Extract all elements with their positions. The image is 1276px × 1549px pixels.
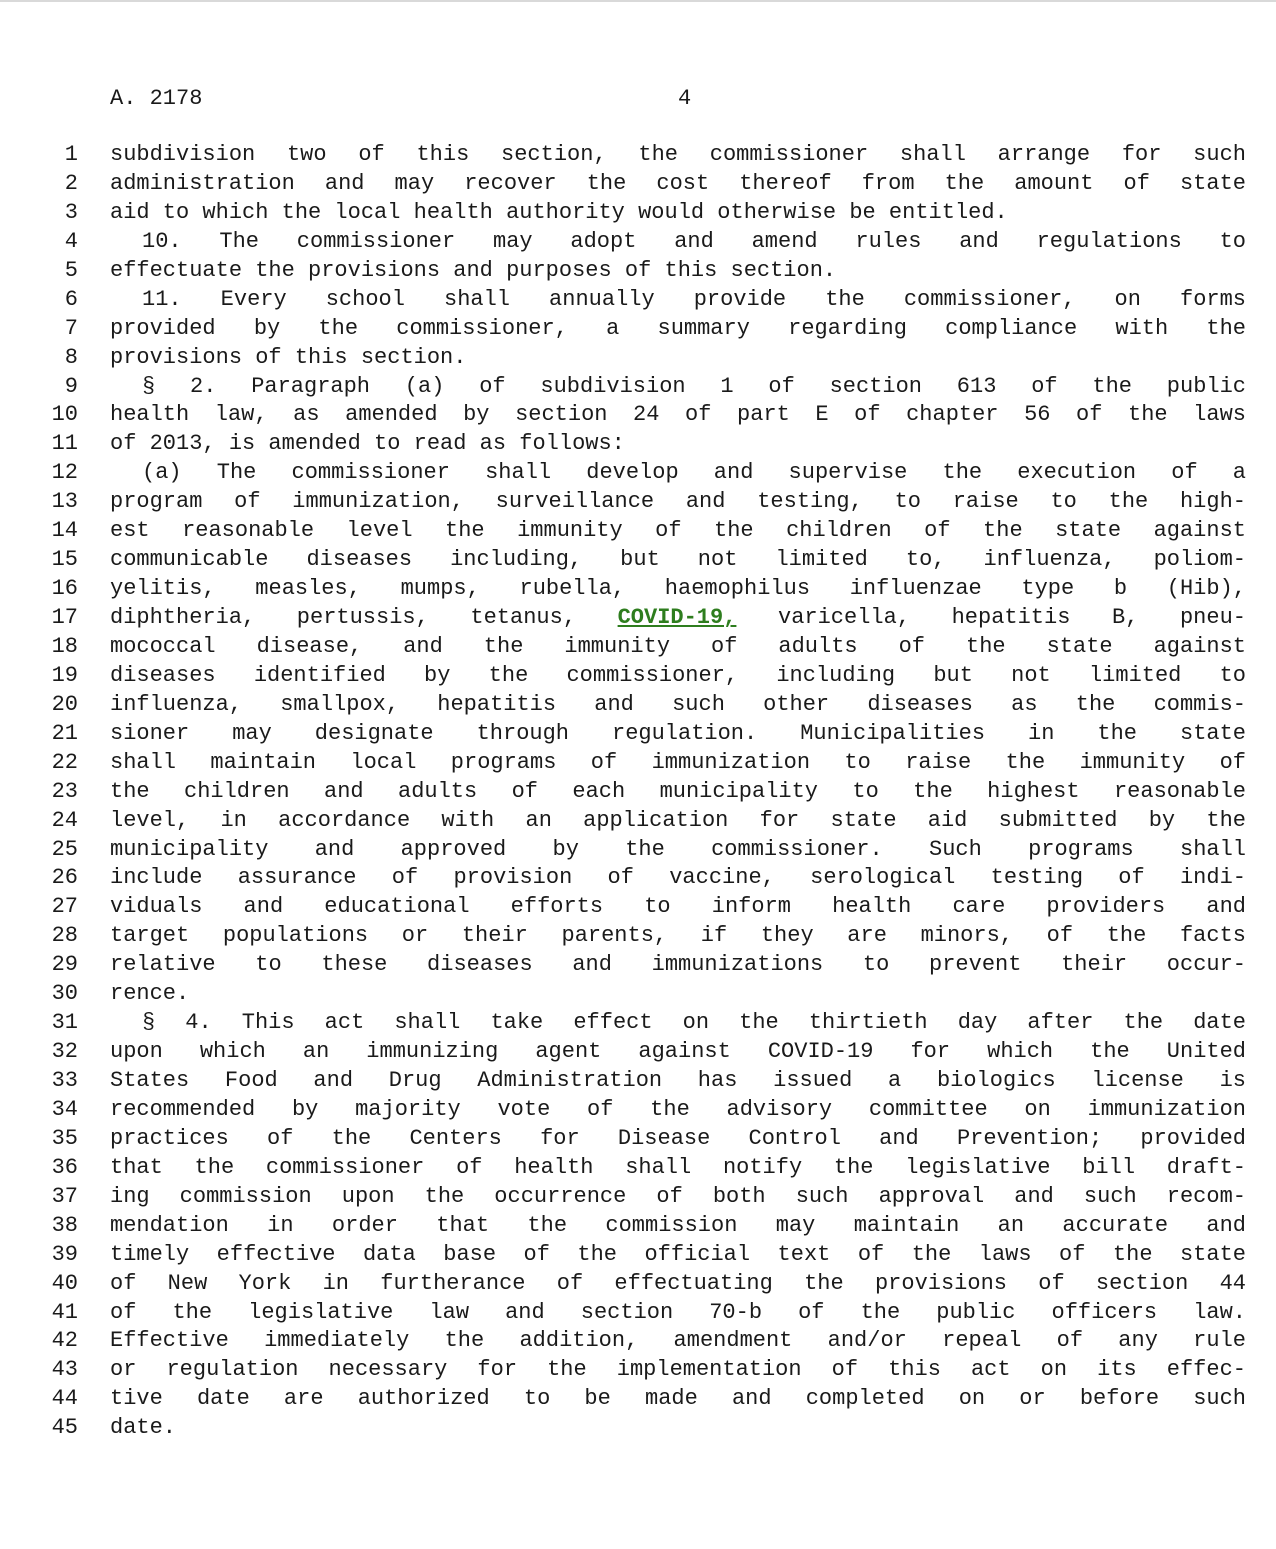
line-row (0, 1009, 1276, 1038)
line-row (0, 344, 1276, 373)
line-row (0, 1241, 1276, 1270)
line-text: of the legislative law and section 70-b of the public officers law. (110, 1299, 1246, 1325)
line-row (0, 893, 1276, 922)
line-text: provisions of this section. (110, 344, 467, 370)
line-number: 12 (51, 460, 78, 486)
line-text: rence. (110, 981, 190, 1007)
line-text: recommended by majority vote of the advisory committee on immunization (110, 1096, 1246, 1122)
line-row (0, 517, 1276, 546)
line-row (0, 1212, 1276, 1241)
line-text: States Food and Drug Administration has issued a biologics license is (110, 1068, 1246, 1093)
line-text: of New York in furtherance of effectuating the provisions of section 44 (110, 1270, 1246, 1296)
line-number: 31 (51, 1010, 78, 1036)
line-text: § 4. This act shall take effect on the thirtieth day after the date (142, 1010, 1246, 1036)
line-number: 43 (51, 1357, 78, 1383)
line-row (0, 691, 1276, 720)
line-number: 35 (51, 1125, 78, 1151)
line-number: 32 (51, 1039, 78, 1065)
line-row (0, 951, 1276, 980)
line-row (0, 546, 1276, 575)
line-number: 28 (51, 923, 78, 949)
line-text: date. (110, 1415, 177, 1441)
line-row (0, 459, 1276, 488)
line-number: 42 (51, 1328, 78, 1354)
line-text: effectuate the provisions and purposes of this section. (110, 257, 837, 283)
line-row (0, 141, 1276, 170)
line-number: 10 (51, 402, 78, 428)
line-number: 19 (51, 662, 78, 688)
line-row (0, 228, 1276, 257)
page-header (110, 84, 1250, 113)
line-text: shall maintain local programs of immunization to raise the immunity of (110, 749, 1246, 775)
line-row (0, 749, 1276, 778)
line-text: 10. The commissioner may adopt and amend rules and regulations to (142, 228, 1246, 254)
line-number: 33 (51, 1068, 78, 1093)
line-row (0, 1299, 1276, 1328)
line-row (0, 633, 1276, 662)
line-text: level, in accordance with an application for state aid submitted by the (110, 807, 1246, 833)
line-number: 17 (51, 605, 78, 630)
line-text (110, 604, 1246, 633)
line-number: 7 (64, 315, 78, 341)
line-text: aid to which the local health authority would otherwise be entitled. (110, 199, 1008, 225)
line-number: 4 (64, 228, 78, 254)
line-text: ing commission upon the occurrence of both such approval and such recom- (110, 1183, 1246, 1209)
line-text: the children and adults of each municipality to the highest reasonable (110, 778, 1246, 804)
line-number: 15 (51, 547, 78, 573)
bill-number: A. 2178 (110, 86, 203, 111)
line-number: 39 (51, 1241, 78, 1267)
line-number: 29 (51, 952, 78, 978)
line-number: 13 (51, 489, 78, 515)
line-number: 27 (51, 894, 78, 920)
line-text: program of immunization, surveillance and testing, to raise to the high- (110, 489, 1246, 515)
line-number: 25 (51, 836, 78, 862)
line-number: 38 (51, 1212, 78, 1238)
line-row (0, 286, 1276, 315)
line-row (0, 604, 1276, 633)
line-text: of 2013, is amended to read as follows: (110, 431, 625, 457)
line-row (0, 1385, 1276, 1414)
line-number: 8 (64, 344, 78, 370)
bill-text-body (0, 141, 1276, 1443)
line-text: that the commissioner of health shall notify the legislative bill draft- (110, 1154, 1246, 1180)
line-row (0, 1183, 1276, 1212)
line-row (0, 575, 1276, 604)
line-row (0, 170, 1276, 199)
line-number: 44 (51, 1386, 78, 1412)
line-text: target populations or their parents, if they are minors, of the facts (110, 923, 1246, 949)
line-number: 14 (51, 518, 78, 544)
top-border (0, 0, 1276, 2)
line-number: 11 (51, 431, 78, 457)
line-row (0, 922, 1276, 951)
line-number: 18 (51, 633, 78, 659)
line-text: (a) The commissioner shall develop and supervise the execution of a (142, 460, 1246, 486)
line-text: municipality and approved by the commissioner. Such programs shall (110, 836, 1246, 862)
line-text: 11. Every school shall annually provide the commissioner, on forms (142, 286, 1246, 312)
line-text: est reasonable level the immunity of the children of the state against (110, 518, 1246, 544)
line-row (0, 1327, 1276, 1356)
line-text: tive date are authorized to be made and completed on or before such (110, 1386, 1246, 1412)
line-row (0, 1096, 1276, 1125)
line-text: timely effective data base of the official text of the laws of the state (110, 1241, 1246, 1267)
line-row (0, 401, 1276, 430)
line-number: 5 (64, 257, 78, 283)
line-number: 41 (51, 1299, 78, 1325)
line-row (0, 257, 1276, 286)
line-number: 1 (64, 142, 78, 167)
inserted-text: COVID-19, (617, 605, 737, 630)
line-row (0, 720, 1276, 749)
line-row (0, 315, 1276, 344)
line-row (0, 1038, 1276, 1067)
line-row (0, 430, 1276, 459)
line-number: 21 (51, 720, 78, 746)
line-row (0, 1067, 1276, 1096)
line-number: 2 (64, 170, 78, 196)
line-number: 34 (51, 1096, 78, 1122)
line-row (0, 1356, 1276, 1385)
line-row (0, 1125, 1276, 1154)
line-row (0, 1414, 1276, 1443)
line-row (0, 662, 1276, 691)
line-number: 24 (51, 807, 78, 833)
line-text: sioner may designate through regulation. Municipalities in the state (110, 720, 1246, 746)
line-number: 37 (51, 1183, 78, 1209)
line-row (0, 807, 1276, 836)
line-text: viduals and educational efforts to inform health care providers and (110, 894, 1246, 920)
line-text: influenza, smallpox, hepatitis and such other diseases as the commis- (110, 691, 1246, 717)
line-row (0, 864, 1276, 893)
line-number: 22 (51, 749, 78, 775)
line-text: subdivision two of this section, the commissioner shall arrange for such (110, 142, 1246, 167)
line-number: 30 (51, 981, 78, 1007)
line-text: relative to these diseases and immunizations to prevent their occur- (110, 952, 1246, 978)
line-row (0, 373, 1276, 402)
page-number: 4 (678, 86, 692, 111)
line-text: practices of the Centers for Disease Control and Prevention; provided (110, 1125, 1246, 1151)
line-text: provided by the commissioner, a summary regarding compliance with the (110, 315, 1246, 341)
line-row (0, 778, 1276, 807)
line-number: 20 (51, 691, 78, 717)
line-text: or regulation necessary for the implementation of this act on its effec- (110, 1357, 1246, 1383)
line-number: 16 (51, 576, 78, 602)
line-number: 6 (64, 286, 78, 312)
line-text: § 2. Paragraph (a) of subdivision 1 of section 613 of the public (142, 373, 1246, 399)
line-row (0, 488, 1276, 517)
line-number: 40 (51, 1270, 78, 1296)
line-number: 9 (64, 373, 78, 399)
line-text: administration and may recover the cost thereof from the amount of state (110, 170, 1246, 196)
line-text: communicable diseases including, but not limited to, influenza, poliom- (110, 547, 1246, 573)
line-text: health law, as amended by section 24 of part E of chapter 56 of the laws (110, 402, 1246, 428)
line-text: include assurance of provision of vaccine, serological testing of indi- (110, 865, 1246, 891)
line-row (0, 1270, 1276, 1299)
line-row (0, 199, 1276, 228)
line-row (0, 1154, 1276, 1183)
line-text: upon which an immunizing agent against COVID-19 for which the United (110, 1039, 1246, 1065)
line-text: mococcal disease, and the immunity of adults of the state against (110, 633, 1246, 659)
line-text: diseases identified by the commissioner, including but not limited to (110, 662, 1246, 688)
line-row (0, 836, 1276, 865)
line-row (0, 980, 1276, 1009)
line-number: 26 (51, 865, 78, 891)
line-number: 23 (51, 778, 78, 804)
line-number: 3 (64, 199, 78, 225)
line-text: mendation in order that the commission may maintain an accurate and (110, 1212, 1246, 1238)
line-text-post: varicella, hepatitis B, pneu- (736, 605, 1246, 630)
line-number: 45 (51, 1415, 78, 1441)
line-text: yelitis, measles, mumps, rubella, haemophilus influenzae type b (Hib), (110, 576, 1246, 602)
line-text-pre: diphtheria, pertussis, tetanus, (110, 605, 618, 630)
line-text: Effective immediately the addition, amendment and/or repeal of any rule (110, 1328, 1246, 1354)
line-number: 36 (51, 1154, 78, 1180)
